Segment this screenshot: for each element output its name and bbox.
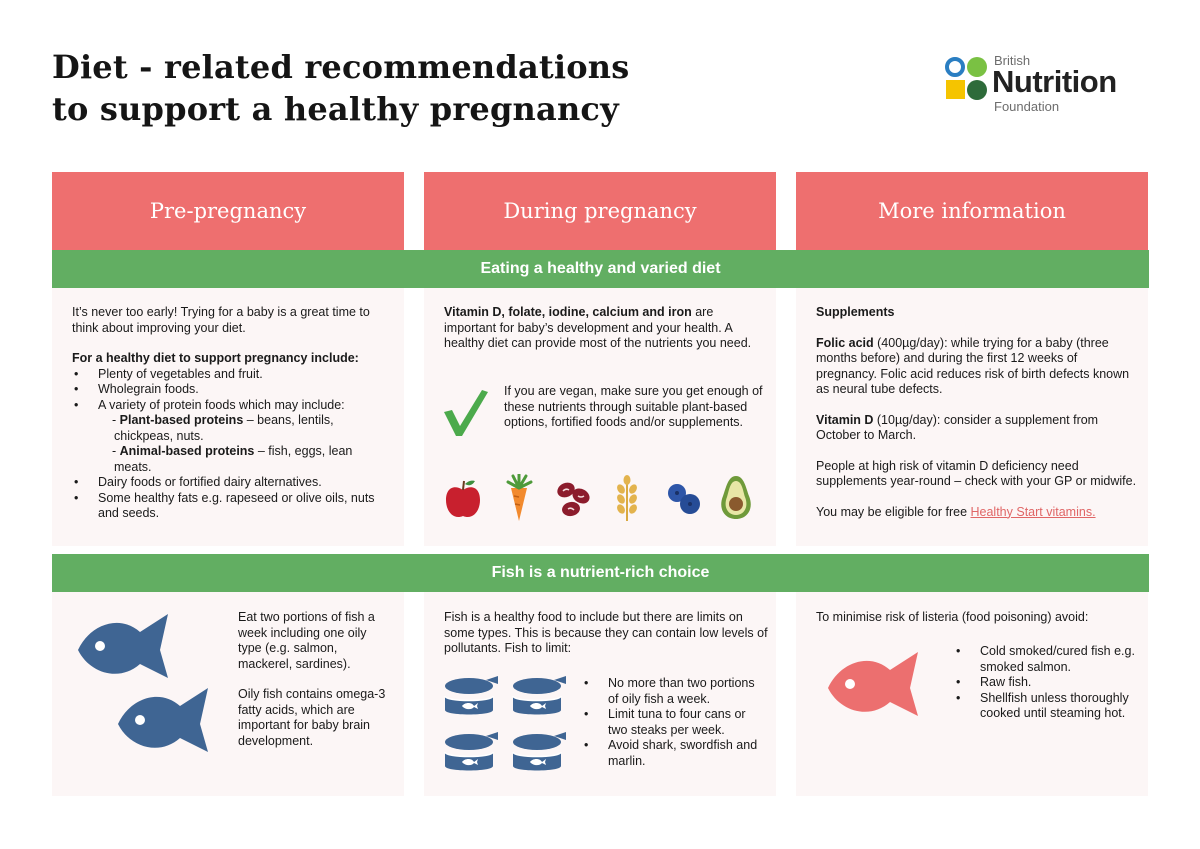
logo-nutrition: Nutrition bbox=[992, 64, 1117, 99]
list-item: • No more than two portions of oily fish a week. bbox=[582, 676, 768, 707]
plant-protein-line: - Plant-based proteins – beans, lentils, chickpeas, nuts. bbox=[112, 413, 334, 443]
list-item: • Wholegrain foods. bbox=[72, 382, 392, 398]
during-diet-vegan: If you are vegan, make sure you get enough of these nutrients through suitable plant-based options, fortified foods and/or supplements. bbox=[504, 384, 763, 429]
wheat-icon bbox=[612, 474, 642, 522]
pre-diet-heading: For a healthy diet to support pregnancy include: bbox=[72, 351, 359, 365]
vitamin-d-risk-text: People at high risk of vitamin D deficiency need supplements year-round – check with your GP or midwife. bbox=[816, 458, 1137, 488]
page-title bbox=[52, 46, 629, 130]
healthy-start-link[interactable]: Healthy Start vitamins. bbox=[970, 504, 1096, 519]
pre-diet-intro: It’s never too early! Trying for a baby is a great time to think about improving your diet. bbox=[72, 305, 370, 335]
panel-more-diet bbox=[796, 288, 1148, 546]
list-item: • Some healthy fats e.g. rapeseed or olive oils, nuts and seeds. bbox=[72, 491, 392, 522]
fish-icon bbox=[116, 684, 212, 756]
column-header-more-information: More information bbox=[796, 172, 1148, 250]
list-item: • Shellfish unless thoroughly cooked until steaming hot. bbox=[954, 691, 1140, 722]
bnf-logo bbox=[944, 52, 1154, 112]
list-item: • Cold smoked/cured fish e.g. smoked salmon. bbox=[954, 644, 1140, 675]
list-item: • A variety of protein foods which may include: - Plant-based proteins – beans, lentils, chickpeas, nuts. - Animal-based proteins – fish, eggs, lean meats. bbox=[72, 398, 392, 476]
list-item: • Avoid shark, swordfish and marlin. bbox=[582, 738, 768, 769]
avocado-icon bbox=[718, 474, 754, 520]
band-healthy-diet: Eating a healthy and varied diet bbox=[52, 250, 1149, 288]
tuna-can-icon bbox=[510, 674, 568, 720]
list-item: • Limit tuna to four cans or two steaks per week. bbox=[582, 707, 768, 738]
logo-british: British bbox=[994, 53, 1031, 68]
column-header-during-pregnancy: During pregnancy bbox=[424, 172, 776, 250]
logo-marks-icon bbox=[944, 56, 990, 102]
pre-diet-list bbox=[72, 367, 392, 522]
list-item: • Dairy foods or fortified dairy alternatives. bbox=[72, 475, 392, 491]
panel-during-diet bbox=[424, 288, 776, 546]
more-fish-list bbox=[954, 644, 1140, 722]
animal-protein-line: - Animal-based proteins – fish, eggs, lean meats. bbox=[112, 444, 353, 474]
during-diet-nutrients: Vitamin D, folate, iodine, calcium and iron are important for baby’s development and your health. A healthy diet can provide most of the nutrients you need. bbox=[444, 305, 752, 350]
column-header-pre-pregnancy: Pre-pregnancy bbox=[52, 172, 404, 250]
panel-pre-diet bbox=[52, 288, 404, 546]
more-fish-intro: To minimise risk of listeria (food poisoning) avoid: bbox=[816, 610, 1089, 624]
list-item: • Raw fish. bbox=[954, 675, 1140, 691]
fish-icon bbox=[76, 610, 172, 682]
tuna-can-icon bbox=[510, 730, 568, 776]
pre-fish-omega3: Oily fish contains omega-3 fatty acids, which are important for baby brain development. bbox=[238, 687, 386, 748]
tuna-can-icon bbox=[442, 730, 500, 776]
folic-acid-text: Folic acid (400µg/day): while trying for a baby (three months before) and during the first 12 weeks of pregnancy. Folic acid reduces risk of birth defects known as neural tube defects. bbox=[816, 335, 1130, 396]
beans-icon bbox=[554, 478, 594, 520]
supplements-heading: Supplements bbox=[816, 305, 895, 319]
carrot-icon bbox=[502, 474, 536, 522]
fish-icon bbox=[826, 648, 922, 720]
panel-pre-fish bbox=[52, 592, 404, 796]
tuna-can-icon bbox=[442, 674, 500, 720]
checkmark-icon bbox=[442, 388, 490, 438]
title-line-2: to support a healthy pregnancy bbox=[52, 90, 619, 128]
pre-fish-portions: Eat two portions of fish a week including one oily type (e.g. salmon, mackerel, sardines). bbox=[238, 610, 375, 671]
band-fish: Fish is a nutrient-rich choice bbox=[52, 554, 1149, 592]
eligible-text: You may be eligible for free Healthy Start vitamins. bbox=[816, 504, 1096, 519]
panel-during-fish bbox=[424, 592, 776, 796]
list-item: • Plenty of vegetables and fruit. bbox=[72, 367, 392, 383]
during-fish-list bbox=[582, 676, 768, 769]
blueberries-icon bbox=[666, 482, 702, 516]
apple-icon bbox=[444, 478, 482, 520]
panel-more-fish bbox=[796, 592, 1148, 796]
vitamin-d-text: Vitamin D (10µg/day): consider a supplement from October to March. bbox=[816, 412, 1099, 442]
logo-foundation: Foundation bbox=[994, 99, 1060, 114]
title-line-1: Diet - related recommendations bbox=[52, 48, 630, 86]
during-fish-intro: Fish is a healthy food to include but there are limits on some types. This is because they can contain low levels of pollutants. Fish to limit: bbox=[444, 610, 768, 655]
